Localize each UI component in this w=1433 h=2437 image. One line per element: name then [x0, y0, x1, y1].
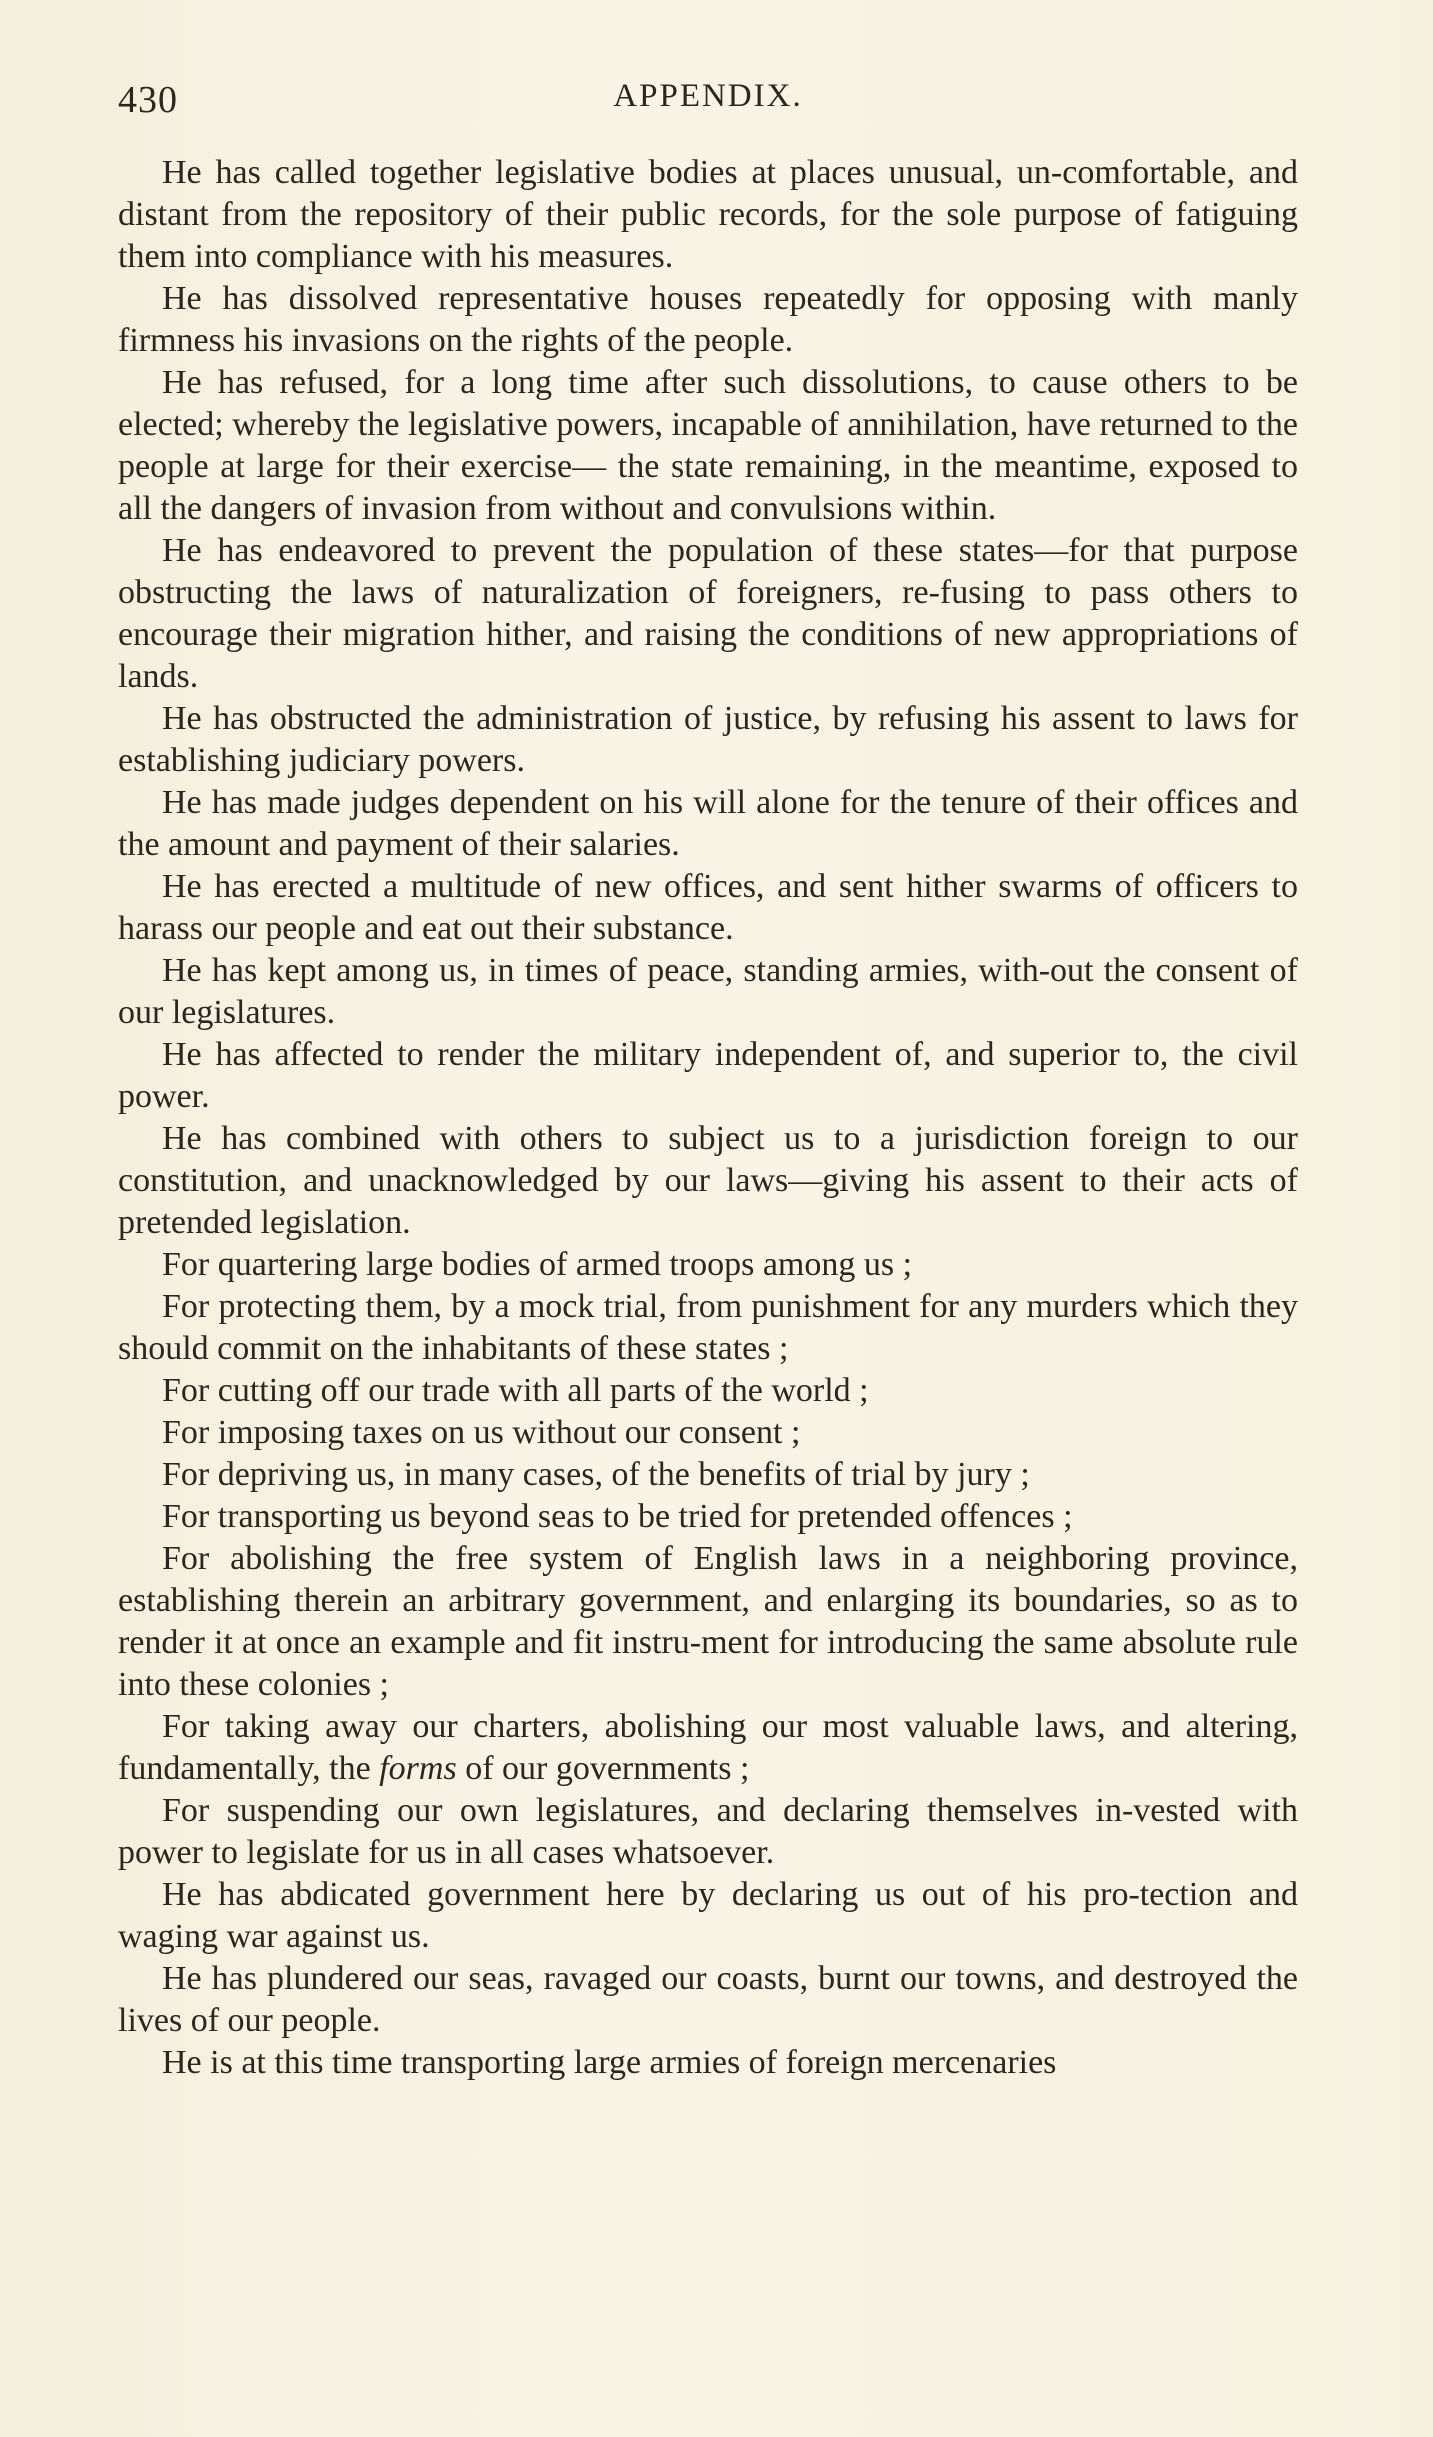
paragraph-trade: For cutting off our trade with all parts of the world ;: [162, 1372, 869, 1409]
paragraph-mercenaries: He is at this time transporting large armies of foreign mercenaries: [162, 2044, 1057, 2081]
paragraph-english-laws: For abolishing the free system of English laws in a neighboring province, establishing therein an arbitrary government, and enlarging its boundaries, so as to render it at once an example and fit instru-ment for introducing the same absolute rule into these colonies ;: [118, 1540, 1298, 1703]
paragraph-called-together: He has called together legislative bodies at places unusual, un-comfortable, and distant from the repository of their public records, for the sole purpose of fatiguing them into compliance with his measures.: [118, 154, 1298, 275]
running-head: APPENDIX.: [613, 78, 803, 114]
paragraph-judges: He has made judges dependent on his will alone for the tenure of their offices and the amount and payment of their salaries.: [118, 784, 1298, 863]
charters-text-before: For taking away our charters, abolishing our most valuable laws, and altering, fundamentally, the: [118, 1708, 1298, 1787]
paragraph-jurisdiction: He has combined with others to subject us to a jurisdiction foreign to our constitution, and unacknowledged by our laws—giving his assent to their acts of pretended legislation.: [118, 1120, 1298, 1241]
paragraph-taxes: For imposing taxes on us without our consent ;: [162, 1414, 801, 1451]
paragraph-legislatures: For suspending our own legislatures, and declaring themselves in-vested with power to legislate for us in all cases whatsoever.: [118, 1792, 1298, 1871]
paragraph-new-offices: He has erected a multitude of new offices, and sent hither swarms of officers to harass our people and eat out their substance.: [118, 868, 1298, 947]
paragraph-dissolved-houses: He has dissolved representative houses repeatedly for opposing with manly firmness his invasions on the rights of the people.: [118, 280, 1298, 359]
charters-text-after: of our governments ;: [456, 1750, 750, 1787]
paragraph-standing-armies: He has kept among us, in times of peace, standing armies, with-out the consent of our legislatures.: [118, 952, 1298, 1031]
paragraph-plundered: He has plundered our seas, ravaged our coasts, burnt our towns, and destroyed the lives of our people.: [118, 1960, 1298, 2039]
paragraph-charters: [118, 1706, 1298, 1790]
page-header: [118, 78, 1298, 128]
paragraph-mock-trial: For protecting them, by a mock trial, from punishment for any murders which they should commit on the inhabitants of these states ;: [118, 1288, 1298, 1367]
body-text: [118, 152, 1298, 2084]
paragraph-beyond-seas: For transporting us beyond seas to be tried for pretended offences ;: [162, 1498, 1073, 1535]
paragraph-quartering: For quartering large bodies of armed troops among us ;: [162, 1246, 913, 1283]
paragraph-refused-elections: He has refused, for a long time after such dissolutions, to cause others to be elected; whereby the legislative powers, incapable of annihilation, have returned to the people at large for their exercise— the state remaining, in the meantime, exposed to all the dangers of invasion from without and convulsions within.: [118, 364, 1298, 527]
charters-italic-forms: forms: [379, 1750, 457, 1787]
paragraph-population: He has endeavored to prevent the population of these states—for that purpose obstructing the laws of naturalization of foreigners, re-fusing to pass others to encourage their migration hither, and raising the conditions of new appropriations of lands.: [118, 532, 1298, 695]
paragraph-military: He has affected to render the military independent of, and superior to, the civil power.: [118, 1036, 1298, 1115]
page-number: 430: [118, 79, 178, 121]
paragraph-jury: For depriving us, in many cases, of the benefits of trial by jury ;: [162, 1456, 1030, 1493]
paragraph-abdicated: He has abdicated government here by declaring us out of his pro-tection and waging war against us.: [118, 1876, 1298, 1955]
paragraph-obstructed-justice: He has obstructed the administration of justice, by refusing his assent to laws for establishing judiciary powers.: [118, 700, 1298, 779]
